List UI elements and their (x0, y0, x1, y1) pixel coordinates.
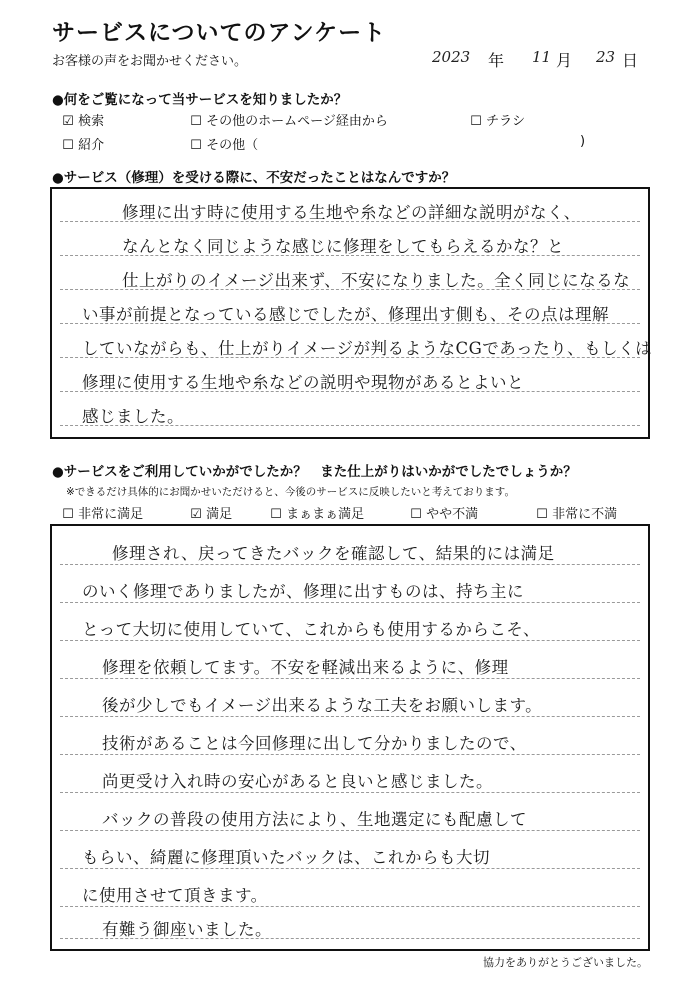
survey-subtitle: お客様の声をお聞かせください。 (52, 54, 248, 69)
q3-option-very-satisfied[interactable] (62, 503, 143, 522)
ruled-line (60, 640, 640, 641)
ruled-line (60, 792, 640, 793)
date-day-label: 日 (622, 51, 639, 70)
q2-answer-line: 修理に使用する生地や糸などの説明や現物があるとよいと (82, 373, 524, 392)
footer-thanks: 協力をありがとうございました。 (483, 956, 648, 969)
q3-option-label: 満足 (206, 507, 233, 522)
q3-answer-line: のいく修理でありましたが、修理に出すものは、持ち主に (82, 582, 524, 601)
ruled-line (60, 564, 640, 565)
question-3: ●サービスをご利用していかがでしたか？ また仕上がりはいかがでしたでしょうか？ (52, 464, 577, 480)
question-1: ●何をご覧になって当サービスを知りましたか？ (52, 92, 348, 108)
date-year-label: 年 (488, 51, 505, 70)
checkbox-icon[interactable]: ☐ (410, 507, 422, 522)
checkbox-icon[interactable]: ☐ (62, 507, 74, 522)
q3-answer-line: とって大切に使用していて、これからも使用するからこそ、 (82, 620, 541, 639)
q1-option-search[interactable] (62, 110, 104, 129)
q3-answer-line: 有難う御座いました。 (102, 920, 272, 939)
q2-answer-line: い事が前提となっている感じでしたが、修理出す側も、その点は理解 (82, 305, 609, 324)
q2-answer-line: 仕上がりのイメージ出来ず、不安になりました。全く同じになるな (122, 271, 631, 290)
checked-checkbox-icon[interactable]: ☑ (190, 507, 202, 522)
question-2: ●サービス（修理）を受ける際に、不安だったことはなんですか？ (52, 170, 456, 186)
ruled-line (60, 868, 640, 869)
q1-option-referral[interactable] (62, 134, 104, 153)
q2-answer-line: していながらも、仕上がりイメージが判るようなCGであったり、もしくは (82, 339, 653, 358)
q1-option-label: その他（ (206, 138, 259, 153)
ruled-line (60, 754, 640, 755)
date-year-value: 2023 (432, 48, 471, 66)
q3-option-satisfied[interactable] (190, 503, 232, 522)
checkbox-icon[interactable]: ☐ (536, 507, 548, 522)
q1-option-other[interactable] (190, 134, 258, 153)
q2-answer-line: なんとなく同じような感じに修理をしてもらえるかな？と (122, 237, 564, 256)
date-month-label: 月 (556, 51, 573, 70)
q3-answer-line: 尚更受け入れ時の安心があると良いと感じました。 (102, 772, 493, 791)
checkbox-icon[interactable]: ☐ (62, 138, 74, 153)
q3-answer-line: に使用させて頂きます。 (82, 886, 268, 905)
q3-option-somewhat-dissatisfied[interactable] (410, 503, 478, 522)
date-month-value: 11 (532, 48, 552, 66)
q1-option-label: その他のホームページ経由から (206, 114, 388, 129)
survey-title: サービスについてのアンケート (52, 20, 387, 46)
date-day-value: 23 (596, 48, 616, 66)
q1-option-label: チラシ (486, 114, 526, 129)
ruled-line (60, 906, 640, 907)
checked-checkbox-icon[interactable]: ☑ (62, 114, 74, 129)
q3-option-very-dissatisfied[interactable] (536, 503, 617, 522)
q1-option-other-homepage[interactable] (190, 110, 388, 129)
checkbox-icon[interactable]: ☐ (190, 114, 202, 129)
q3-answer-box[interactable] (50, 524, 650, 951)
q2-answer-line: 感じました。 (82, 407, 184, 426)
ruled-line (60, 830, 640, 831)
q3-note: ※できるだけ具体的にお聞かせいただけると、今後のサービスに反映したいと考えております。 (66, 486, 515, 498)
checkbox-icon[interactable]: ☐ (190, 138, 202, 153)
q3-answer-line: バックの普段の使用方法により、生地選定にも配慮して (102, 810, 527, 829)
q3-answer-line: 修理され、戻ってきたバックを確認して、結果的には満足 (112, 544, 555, 563)
q3-option-label: 非常に満足 (78, 507, 144, 522)
q3-answer-line: 後が少しでもイメージ出来るような工夫をお願いします。 (102, 696, 543, 715)
q3-option-label: 非常に不満 (552, 507, 618, 522)
ruled-line (60, 678, 640, 679)
q3-option-label: やや不満 (426, 507, 479, 522)
ruled-line (60, 716, 640, 717)
ruled-line (60, 602, 640, 603)
q2-answer-box[interactable] (50, 187, 653, 439)
checkbox-icon[interactable]: ☐ (470, 114, 482, 129)
checkbox-icon[interactable]: ☐ (270, 507, 282, 522)
q3-answer-line: もらい、綺麗に修理頂いたバックは、これからも大切 (82, 848, 490, 867)
q3-option-label: まぁまぁ満足 (286, 507, 365, 522)
q3-answer-line: 技術があることは今回修理に出して分かりましたので、 (102, 734, 527, 753)
q3-option-fairly-satisfied[interactable] (270, 503, 364, 522)
q1-option-label: 紹介 (78, 138, 105, 153)
q3-answer-line: 修理を依頼してます。不安を軽減出来るように、修理 (102, 658, 509, 677)
q1-option-flyer[interactable] (470, 110, 525, 129)
q1-other-close-paren: ) (580, 134, 586, 149)
q2-answer-line: 修理に出す時に使用する生地や糸などの詳細な説明がなく、 (122, 203, 581, 222)
q1-option-label: 検索 (78, 114, 105, 129)
